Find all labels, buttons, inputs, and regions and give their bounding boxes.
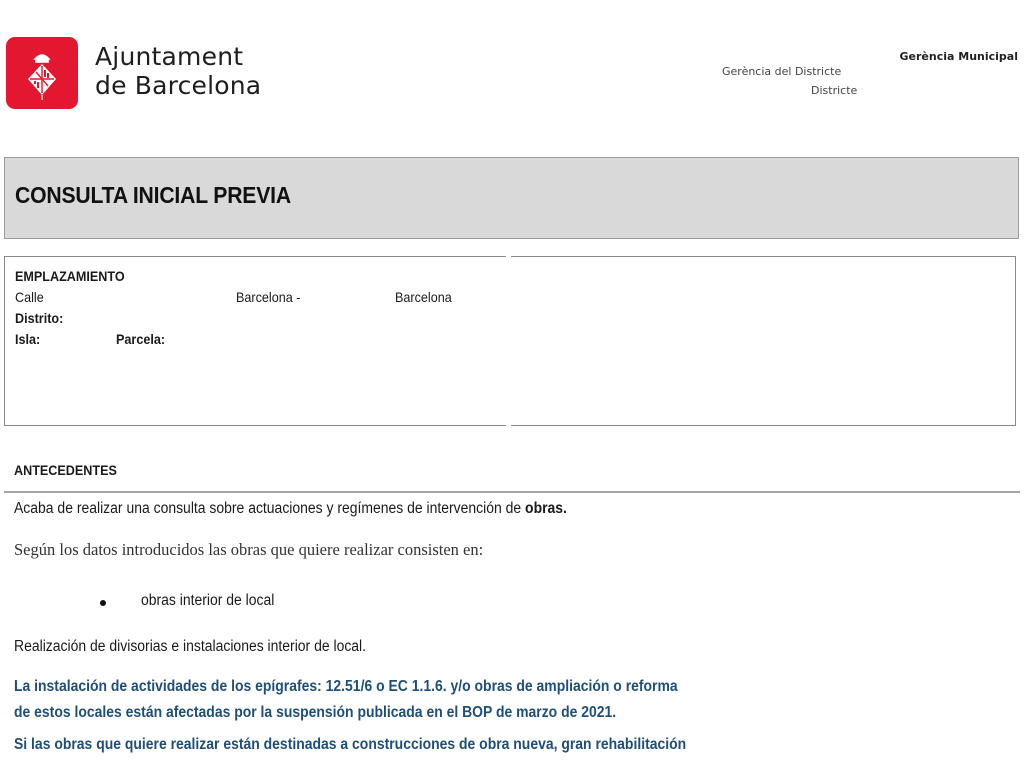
brand-line-2: de Barcelona [95, 71, 262, 100]
description-paragraph: Realización de divisorias e instalaciones interior de local. [14, 638, 367, 655]
parcel-label: Parcela: [116, 331, 166, 347]
notice-line-2: de estos locales están afectadas por la suspensión publicada en el BOP de marzo de 2021. [14, 704, 617, 721]
bullet-icon [100, 600, 106, 606]
title-banner [4, 157, 1019, 239]
org-line-2: Gerència del Districte [722, 65, 842, 78]
intro-paragraph [14, 500, 567, 518]
works-item: obras interior de local [141, 592, 275, 609]
district-label: Distrito: [15, 310, 64, 326]
intro-text: Acaba de realizar una consulta sobre actuaciones y regímenes de intervención de [14, 500, 526, 517]
brand-name [95, 42, 261, 100]
intro-bold: obras. [525, 500, 567, 517]
brand-line-1: Ajuntament [95, 42, 244, 71]
location-heading: EMPLAZAMIENTO [15, 268, 125, 284]
street-label: Calle [15, 289, 44, 305]
works-intro: Según los datos introducidos las obras que quiere realizar consisten en: [14, 540, 484, 559]
city-value-1: Barcelona - [236, 289, 301, 305]
antecedentes-heading: ANTECEDENTES [14, 462, 117, 478]
notice-line-1: La instalación de actividades de los epígrafes: 12.51/6 o EC 1.1.6. y/o obras de ampliación o reforma [14, 678, 678, 695]
logo [6, 37, 78, 109]
org-line-3: Districte [811, 84, 858, 97]
page-title: CONSULTA INICIAL PREVIA [15, 182, 291, 208]
notice2-line-1: Si las obras que quiere realizar están destinadas a construcciones de obra nueva, gran rehabilitación [14, 736, 687, 753]
org-line-1: Gerència Municipal [899, 50, 1018, 63]
island-label: Isla: [15, 331, 41, 347]
section-divider [4, 491, 1020, 493]
city-value-2: Barcelona [395, 289, 452, 305]
barcelona-coat-of-arms-icon [6, 37, 78, 109]
